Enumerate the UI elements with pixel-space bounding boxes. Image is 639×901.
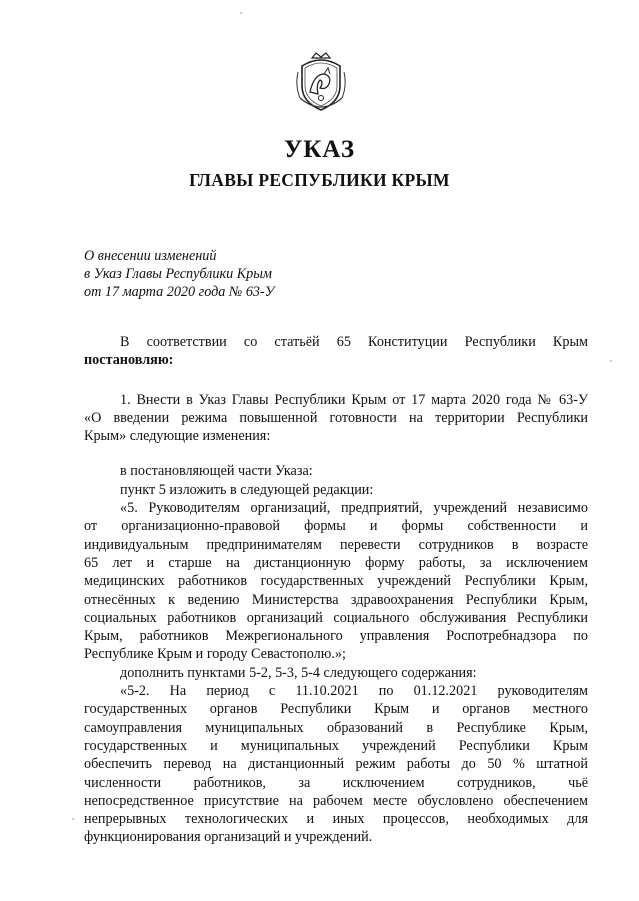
item1-line: «О введении режима повышенной готовности на территории Республики: [84, 409, 588, 426]
point5-line: социальных работников организаций социального обслуживания Республики: [84, 609, 588, 626]
point52-line: обеспечить перевод на дистанционный режим работы до 50 % штатной: [84, 756, 588, 773]
point52-line: «5-2. На период с 11.10.2021 по 01.12.2021 руководителям: [120, 683, 588, 700]
subject-line: от 17 марта 2020 года № 63-У: [84, 284, 275, 300]
preamble-line: В соответствии со статьёй 65 Конституции Республики Крым: [120, 334, 588, 350]
part-line: в постановляющей части Указа:: [120, 463, 313, 480]
point5-line: индивидуальным предпринимателям перевести сотрудников в возрасте: [84, 536, 588, 553]
point52-line: численности работников, за исключением сотрудников, чьё: [84, 774, 588, 791]
preamble-decree-word: постановляю:: [84, 352, 174, 369]
document-subtitle: ГЛАВЫ РЕСПУБЛИКИ КРЫМ: [189, 170, 450, 190]
subject-line: О внесении изменений: [84, 248, 217, 264]
document-body: [84, 333, 588, 847]
point5-line: Республике Крым и городу Севастополю.»;: [84, 646, 346, 663]
point5-line: Крым, работников Межрегионального управления Роспотребнадзора по: [84, 628, 588, 645]
scan-speck: [72, 818, 74, 820]
point5-line: медицинских работников государственных учреждений Республики Крым,: [84, 573, 588, 590]
coat-of-arms-icon: [294, 52, 348, 114]
point52-line: государственных и муниципальных учреждений Республики Крым: [84, 737, 588, 754]
item1-line: Крым» следующие изменения:: [84, 428, 271, 445]
crimea-coat-of-arms-emblem: [294, 52, 348, 114]
point52-line: непосредственное присутствие на рабочем месте обусловлено обеспечением: [84, 792, 588, 809]
point5-line: отнесённых к ведению Министерства здравоохранения Республики Крым,: [84, 591, 588, 608]
document-title: УКАЗ: [283, 136, 356, 163]
point52-line: непрерывных технологических и иных процессов, необходимых для: [84, 811, 588, 828]
point52-line: функционирования организаций и учреждений.: [84, 829, 373, 846]
scan-speck: [240, 12, 242, 14]
item1-line: 1. Внести в Указ Главы Республики Крым от 17 марта 2020 года № 63-У: [120, 391, 588, 408]
point5-line: «5. Руководителям организаций, предприятий, учреждений независимо: [120, 500, 588, 517]
point5-line: 65 лет и старше на дистанционную форму работы, за исключением: [84, 554, 588, 571]
point52-line: государственных органов Республики Крым и органов местного: [84, 701, 588, 718]
supplement-line: дополнить пунктами 5-2, 5-3, 5-4 следующего содержания:: [120, 664, 477, 681]
scan-speck: [610, 360, 612, 362]
part-line: пункт 5 изложить в следующей редакции:: [120, 481, 374, 498]
document-subject: [84, 247, 274, 301]
point52-line: самоуправления муниципальных образований в Республике Крым,: [84, 719, 588, 736]
point5-line: от организационно-правовой формы и формы собственности и: [84, 518, 588, 535]
subject-line: в Указ Главы Республики Крым: [84, 266, 272, 282]
